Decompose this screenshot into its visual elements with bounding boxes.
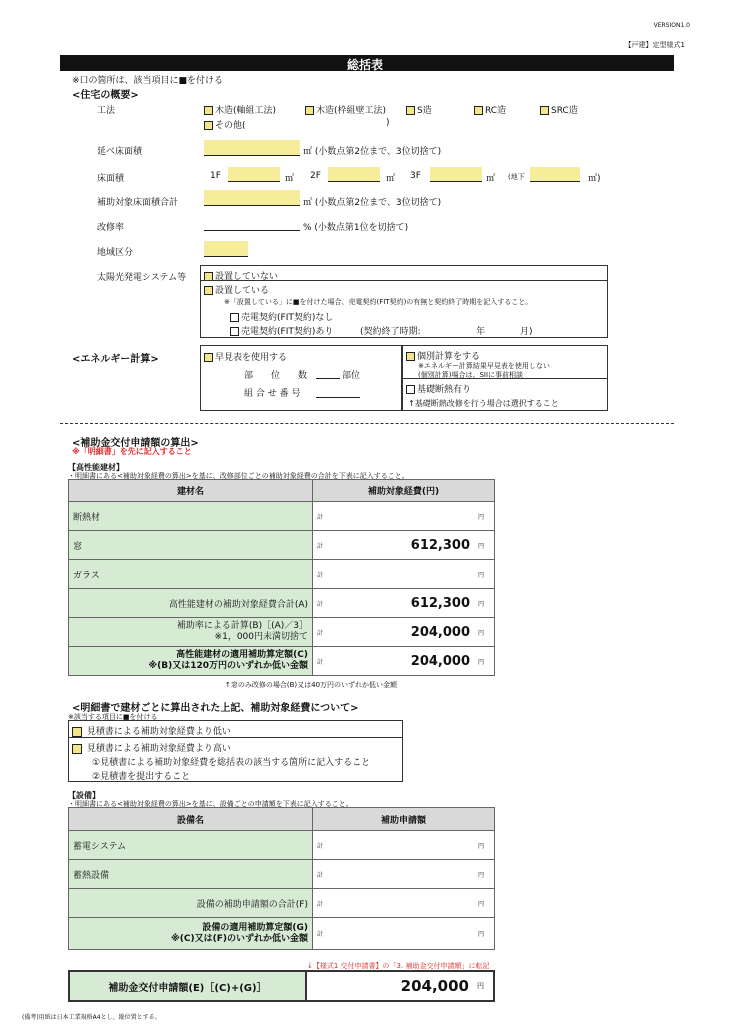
quote-note: ※該当する項目に■を付ける <box>68 713 158 721</box>
solar-fit-month: 月) <box>520 327 533 337</box>
checkbox-icon[interactable] <box>204 286 213 295</box>
calc-mark: 計 <box>313 589 334 618</box>
checkbox-icon[interactable] <box>305 106 314 115</box>
renovation-rate-label: 改修率 <box>97 223 125 233</box>
solar-note: ※「設置している」に■を付けた場合、売電契約(FIT契約)の有無と契約終了時期を記入すること。 <box>224 298 533 306</box>
materials-total-label: 高性能建材の補助対象経費合計(A) <box>69 589 313 618</box>
floor-1f-unit: ㎡ <box>285 174 295 184</box>
materials-instruction: ・明細書にある<補助対象経費の算出>を基に、改修部位ごとの補助対象経費の合計を下表に記入すること。 <box>68 472 409 480</box>
materials-rate-value[interactable]: 204,000 <box>333 618 474 647</box>
construction-label: 工法 <box>97 106 116 116</box>
checkbox-icon[interactable] <box>204 121 213 130</box>
part-count-input[interactable] <box>316 378 340 379</box>
equipment-col-amount: 補助申請額 <box>313 808 495 831</box>
equipment-value-input[interactable] <box>333 860 474 889</box>
checkbox-instruction: ※口の箇所は、該当項目に■を付ける <box>72 76 224 86</box>
calc-mark: 計 <box>313 531 334 560</box>
solar-fit-end-label: (契約終了時期: <box>360 327 421 337</box>
equipment-title: 【設備】 <box>68 791 100 800</box>
calc-mark: 計 <box>313 502 334 531</box>
equipment-limit-label: 設備の適用補助算定額(G) ※(C)又は(F)のいずれか低い金額 <box>69 918 313 950</box>
material-value-input[interactable] <box>333 560 474 589</box>
table-row <box>69 918 495 950</box>
checkbox-icon[interactable] <box>406 106 415 115</box>
floor-3f-label: 3F <box>410 171 421 181</box>
combo-number-label: 組 合 せ 番 号 <box>244 389 301 399</box>
material-value-input[interactable] <box>333 502 474 531</box>
calc-mark: 計 <box>313 831 334 860</box>
solar-option-none[interactable]: 設置していない <box>204 269 278 282</box>
part-count-label: 部 位 数 <box>244 371 308 381</box>
region-label: 地域区分 <box>97 248 134 258</box>
footer-note: (備考)用紙は日本工業規格A4とし、縦位置とする。 <box>22 1014 161 1021</box>
equipment-instruction: ・明細書にある<補助対象経費の算出>を基に、設備ごとの申請額を下表に記入すること。 <box>68 800 353 808</box>
energy-option-foundation[interactable]: 基礎断熱有り <box>406 382 471 395</box>
materials-total-value[interactable]: 612,300 <box>333 589 474 618</box>
part-count-unit: 部位 <box>342 371 361 381</box>
materials-title: 【高性能建材】 <box>68 463 124 472</box>
solar-fit-yes[interactable]: 売電契約(FIT契約)あり <box>230 324 333 337</box>
checkbox-icon[interactable] <box>230 313 239 322</box>
material-name: 窓 <box>69 531 313 560</box>
quote-sub-2: ②見積書を提出すること <box>92 772 191 782</box>
checkbox-icon[interactable] <box>540 106 549 115</box>
equipment-table <box>68 807 495 950</box>
calc-mark: 計 <box>313 918 334 950</box>
floor-basement-label: (地下 <box>508 173 525 181</box>
checkbox-icon[interactable] <box>72 744 82 754</box>
floor-basement-input[interactable] <box>530 167 580 182</box>
materials-table <box>68 479 495 676</box>
materials-col-cost: 補助対象経費(円) <box>313 480 495 502</box>
equipment-total-label: 設備の補助申請額の合計(F) <box>69 889 313 918</box>
energy-option-quick[interactable]: 早見表を使用する <box>204 350 287 363</box>
total-floor-unit: ㎡ (小数点第2位まで、3位切捨て) <box>303 147 442 157</box>
page-title: 総括表 <box>346 58 383 72</box>
floor-1f-input[interactable] <box>228 167 280 182</box>
solar-option-installed[interactable]: 設置している <box>204 283 269 296</box>
quote-sub-1: ①見積書による補助対象経費を総括表の該当する箇所に記入すること <box>92 758 371 768</box>
subsidy-red-note: ※「明細書」を先に記入すること <box>72 447 192 456</box>
solar-fit-year: 年 <box>476 327 486 337</box>
calc-mark: 計 <box>313 647 334 676</box>
yen-unit: 円 <box>474 589 495 618</box>
yen-unit: 円 <box>474 860 495 889</box>
checkbox-icon[interactable] <box>204 106 213 115</box>
calc-mark: 計 <box>313 860 334 889</box>
materials-col-name: 建材名 <box>69 480 313 502</box>
floor-area-label: 床面積 <box>97 174 125 184</box>
version-label: VERSION1.0 <box>653 22 690 29</box>
final-amount-label: 補助金交付申請額(E)［(C)+(G)］ <box>70 972 307 1000</box>
checkbox-icon[interactable] <box>72 727 82 737</box>
construction-option-wood-2x4[interactable]: 木造(枠組壁工法) <box>305 103 386 116</box>
table-row <box>69 831 495 860</box>
checkbox-icon[interactable] <box>406 352 415 361</box>
table-row <box>69 531 495 560</box>
subsidy-floor-input[interactable] <box>204 190 300 206</box>
table-row <box>69 889 495 918</box>
construction-option-other[interactable]: その他( <box>204 118 246 131</box>
solar-fit-none[interactable]: 売電契約(FIT契約)なし <box>230 310 333 323</box>
yen-unit: 円 <box>474 502 495 531</box>
equipment-name: 蓄電システム <box>69 831 313 860</box>
equipment-col-name: 設備名 <box>69 808 313 831</box>
transfer-note: ↓【様式1 交付申請書】の「3. 補助金交付申請額」に転記 <box>307 962 490 970</box>
final-amount-row <box>68 970 495 1002</box>
equipment-value-input[interactable] <box>333 831 474 860</box>
foundation-note: ↑基礎断熱改修を行う場合は選択すること <box>408 399 559 408</box>
construction-option-rc[interactable]: RC造 <box>474 103 506 116</box>
individual-note-2: (個別計算)場合は、SIIに事前相談 <box>418 371 524 379</box>
construction-other-close: ) <box>386 118 390 128</box>
combo-number-input[interactable] <box>316 397 360 398</box>
renovation-rate-input[interactable] <box>204 230 300 231</box>
yen-unit: 円 <box>474 560 495 589</box>
construction-option-src[interactable]: SRC造 <box>540 103 578 116</box>
yen-unit: 円 <box>474 831 495 860</box>
table-row <box>69 860 495 889</box>
equipment-name: 蓄熱設備 <box>69 860 313 889</box>
subsidy-floor-unit: ㎡ (小数点第2位まで、3位切捨て) <box>303 198 442 208</box>
quote-option-lower[interactable]: 見積書による補助対象経費より低い <box>72 724 231 737</box>
equipment-limit-value[interactable] <box>333 918 474 950</box>
quote-option-higher[interactable]: 見積書による補助対象経費より高い <box>72 741 231 754</box>
table-row <box>69 589 495 618</box>
section-divider <box>60 423 674 424</box>
table-row <box>69 618 495 647</box>
checkbox-icon[interactable] <box>204 353 213 362</box>
construction-option-wood-frame[interactable]: 木造(軸組工法) <box>204 103 276 116</box>
floor-2f-label: 2F <box>310 171 321 181</box>
checkbox-icon[interactable] <box>474 106 483 115</box>
construction-option-s[interactable]: S造 <box>406 103 432 116</box>
material-name: ガラス <box>69 560 313 589</box>
energy-section-title: <エネルギー計算> <box>72 354 159 365</box>
floor-basement-unit: ㎡) <box>588 174 601 184</box>
table-row <box>69 647 495 676</box>
energy-option-individual[interactable]: 個別計算をする <box>406 349 480 362</box>
floor-3f-input[interactable] <box>430 167 482 182</box>
calc-mark: 計 <box>313 618 334 647</box>
material-value-input[interactable]: 612,300 <box>333 531 474 560</box>
calc-mark: 計 <box>313 889 334 918</box>
floor-3f-unit: ㎡ <box>486 174 496 184</box>
yen-unit: 円 <box>477 982 484 990</box>
quote-section-title: <明細書で建材ごとに算出された上記、補助対象経費について> <box>72 703 359 714</box>
total-floor-label: 延べ床面積 <box>97 147 143 157</box>
equipment-total-value[interactable] <box>333 889 474 918</box>
yen-unit: 円 <box>474 918 495 950</box>
materials-limit-value[interactable]: 204,000 <box>333 647 474 676</box>
checkbox-icon[interactable] <box>230 327 239 336</box>
floor-2f-input[interactable] <box>328 167 380 182</box>
region-input[interactable] <box>204 241 248 257</box>
yen-unit: 円 <box>474 531 495 560</box>
yen-unit: 円 <box>474 889 495 918</box>
floor-1f-label: 1F <box>210 171 221 181</box>
table-row <box>69 560 495 589</box>
final-amount-value[interactable]: 204,000 <box>400 977 469 995</box>
yen-unit: 円 <box>474 618 495 647</box>
subsidy-floor-label: 補助対象床面積合計 <box>97 198 179 208</box>
materials-rate-label: 補助率による計算(B)［(A)／3］ ※1，000円未満切捨て <box>69 618 313 647</box>
checkbox-icon[interactable] <box>406 385 415 394</box>
renovation-rate-unit: % (小数点第1位を切捨て) <box>303 223 409 233</box>
total-floor-input[interactable] <box>204 140 300 156</box>
material-name: 断熱材 <box>69 502 313 531</box>
calc-mark: 計 <box>313 560 334 589</box>
individual-note-1: ※エネルギー計算結果早見表を使用しない <box>418 362 550 370</box>
materials-limit-label: 高性能建材の適用補助算定額(C) ※(B)又は120万円のいずれか低い金額 <box>69 647 313 676</box>
housing-section-title: <住宅の概要> <box>72 90 139 101</box>
materials-footnote: ↑窓のみ改修の場合(B)又は40万円のいずれか低い金額 <box>225 681 398 689</box>
form-number: 【戸建】定型様式1 <box>624 41 685 49</box>
solar-label: 太陽光発電システム等 <box>97 273 187 283</box>
yen-unit: 円 <box>474 647 495 676</box>
floor-2f-unit: ㎡ <box>386 174 396 184</box>
subsidy-section-title: <補助金交付申請額の算出> <box>72 438 199 449</box>
table-row <box>69 502 495 531</box>
